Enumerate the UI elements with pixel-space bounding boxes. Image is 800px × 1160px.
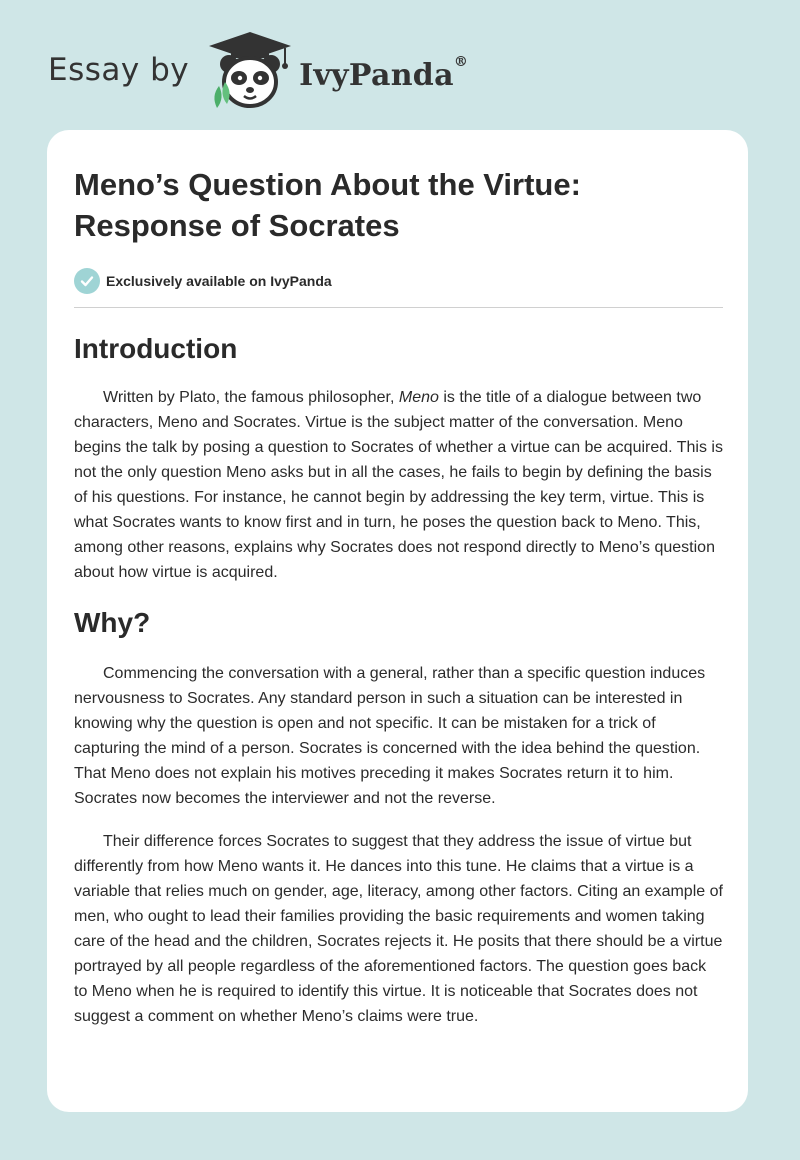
article-card <box>47 130 748 1112</box>
article-content <box>74 164 723 1029</box>
site-header <box>48 30 568 110</box>
exclusive-badge <box>74 268 723 294</box>
brand-text: IvyPanda <box>299 57 454 93</box>
paragraph-text: Written by Plato, the famous philosopher, <box>103 389 399 406</box>
emphasized-title: Meno <box>398 389 439 406</box>
brand-name[interactable] <box>299 53 469 93</box>
exclusive-badge-label: Exclusively available on IvyPanda <box>106 273 332 289</box>
checkmark-icon <box>74 268 100 294</box>
panda-logo-icon[interactable] <box>207 30 293 110</box>
paragraph: Their difference forces Socrates to suggest that they address the issue of virtue but differently from how Meno wants it. He dances into this tune. He claims that a virtue is a variable that relies much on gender, age, literacy, among other factors. Citing an example of men, who ought to lead their families providing the basic requirements and women taking care of the head and the children, Socrates rejects it. He posits that there should be a virtue portrayed by all people regardless of the aforementioned factors. The question goes back to Meno when he is required to identify this virtue. It is noticeable that Socrates does not suggest a comment on whether Meno’s claims were true. <box>74 833 723 1025</box>
title-divider <box>74 307 723 308</box>
section-heading-introduction: Introduction <box>74 333 238 364</box>
paragraph-text: is the title of a dialogue between two characters, Meno and Socrates. Virtue is the subject matter of the conversation. Meno begins the talk by posing a question to Socrates of whether a virtue can be acquired. This is not the only question Meno asks but in all the cases, he fails to begin by defining the basis of his questions. For instance, he cannot begin by addressing the key term, virtue. This is what Socrates wants to know first and in turn, he poses the question back to Meno. This, among other reasons, explains why Socrates does not respond directly to Meno’s question about how virtue is acquired. <box>74 389 723 581</box>
paragraph: Commencing the conversation with a general, rather than a specific question induces nervousness to Socrates. Any standard person in such a situation can be interested in knowing why the question is open and not specific. It can be mistaken for a trick of capturing the mind of a person. Socrates is concerned with the idea behind the question. That Meno does not explain his motives preceding it makes Socrates return it to him. Socrates now becomes the interviewer and not the reverse. <box>74 665 706 807</box>
trademark-symbol: ® <box>453 53 469 70</box>
paragraph <box>74 385 723 585</box>
essay-by-label: Essay by <box>48 52 190 88</box>
section-heading-why: Why? <box>74 607 151 638</box>
title-line-1: Meno’s Question About the Virtue: <box>74 167 581 202</box>
title-line-2: Response of Socrates <box>74 208 400 243</box>
article-title <box>74 164 723 246</box>
